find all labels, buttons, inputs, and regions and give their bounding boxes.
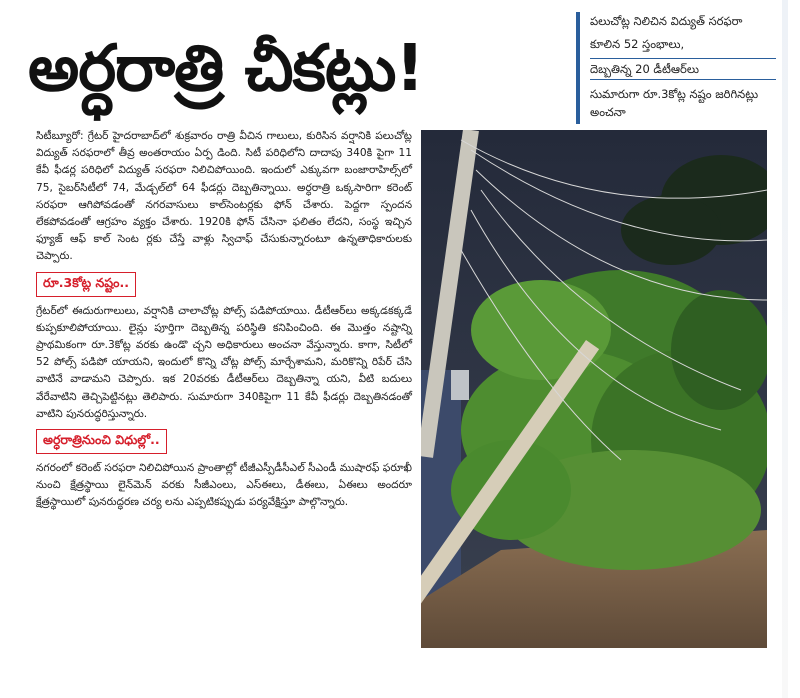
article-paragraph: గ్రేటర్‌లో ఈదురుగాలులు, వర్షానికి చాలాచోట్ల పోల్స్ పడిపోయాయి. డీటీఆర్‌లు అక్కడకక్కడే కుప్పకూలిపోయాయి. లైన్లు పూర్తిగా దెబ్బతిన్న పరిస్థితి కనిపించింది. ఈ మొత్తం నష్టాన్ని ప్రాథమికంగా రూ.3కోట్ల వరకు ఉండొ చ్చని అధికారులు అంచనా వేస్తున్నారు. కాగా, సిటీలో 52 పోల్స్ పడిపో యాయని, ఇందులో కొన్ని చోట్ల పోల్స్ మార్చేశామని, మరికొన్ని రిపేర్ చేసి వాటినే వాడామని చెప్పారు. ఇక 20వరకు డీటీఆర్‌లు దెబ్బతిన్నా యని, వీటి బదులు వేరేవాటిని తెచ్చిపెట్టినట్లు తెలిపారు. సుమారుగా 340కిపైగా 11 కేవీ ఫీడర్లు దెబ్బతినడంతో వాటిని పునరుద్ధరిస్తున్నారు.	[36, 304, 412, 420]
summary-item: దెబ్బతిన్న 20 డీటీఆర్‌లు	[590, 58, 776, 80]
news-photo	[421, 130, 767, 648]
subheading: రూ.3కోట్ల నష్టం..	[36, 272, 136, 297]
subheading: అర్ధరాత్రినుంచి విధుల్లో..	[36, 429, 167, 454]
article-paragraph: నగరంలో కరెంట్ సరఫరా నిలిచిపోయిన ప్రాంతాల్లో టీజీఎస్పీడీసీఎల్ సీఎండీ ముషారఫ్ ఫరూఖీ నుంచి క్షేత్రస్థాయి లైన్‌మెన్ వరకు సీజీఎంలు, ఎస్ఈలు, డీఈలు, ఏఈలు అందరూ క్షేత్రస్థాయిలో పునరుద్ధరణ చర్య లను ఎప్పటికప్పుడు పర్యవేక్షిస్తూ పాల్గొన్నారు.	[36, 462, 412, 509]
summary-box	[576, 12, 776, 124]
article-body	[36, 128, 412, 648]
headline: అర్ధరాత్రి చీకట్లు!	[28, 32, 424, 106]
transformer-box	[451, 370, 469, 400]
fallen-pole-tree-image	[421, 130, 767, 648]
article-paragraph: సిటీబ్యూరో: గ్రేటర్ హైదరాబాద్‌లో శుక్రవారం రాత్రి వీచిన గాలులు, కురిసిన వర్షానికి పలుచోట్ల విద్యుత్ సరఫరాలో తీవ్ర అంతరాయం ఏర్ప డింది. సిటీ పరిధిలోని దాదాపు 340కి పైగా 11 కేవీ ఫీడర్ల పరిధిలో విద్యుత్ సరఫరా నిలిచిపోయింది. ఇందులో ఎక్కువగా బంజారాహిల్స్‌లో 75, సైబర్‌సిటీలో 74, మేడ్చల్‌లో 64 ఫీడర్లు దెబ్బతిన్నాయి. అర్ధరాత్రి ఒక్కసారిగా కరెంట్ సరఫరా ఆగిపోవడంతో నగరవాసులు కాల్‌సెంటర్లకు ఫోన్ చేశారు. పెద్దగా స్పందన లేకపోవడంతో ఆగ్రహం వ్యక్తం చేశారు. 1920కి ఫోన్ చేసినా ఫలితం లేదని, సంస్థ ఇచ్చిన ఫ్యూజ్ ఆఫ్ కాల్ సెంట ర్లకు చేస్తే వాళ్లు స్విచాఫ్ చేసుకున్నారంటూ ఉన్నతాధికారులకు చెప్పారు.	[36, 130, 412, 263]
summary-item: కూలిన 52 స్తంభాలు,	[590, 37, 685, 51]
page-edge	[782, 0, 788, 698]
summary-item: సుమారుగా రూ.3కోట్ల నష్టం జరిగినట్లు అంచనా	[590, 87, 759, 119]
summary-item: పలుచోట్ల నిలిచిన విద్యుత్ సరఫరా	[590, 14, 743, 28]
fallen-tree-foliage	[451, 270, 767, 570]
